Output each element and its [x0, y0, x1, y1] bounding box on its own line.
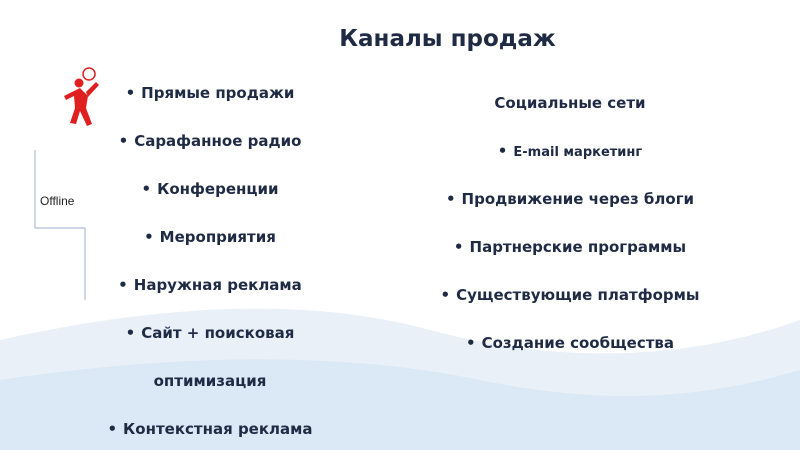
offline-label: Offline: [40, 194, 75, 208]
list-item: • Сарафанное радио: [118, 132, 302, 150]
list-item: • Продвижение через блоги: [445, 190, 695, 208]
list-item: • Контекстная реклама: [107, 420, 313, 438]
list-item: • Прямые продажи: [125, 84, 295, 102]
list-item: • Партнерские программы: [453, 238, 687, 256]
list-item: • Конференции: [141, 180, 279, 198]
list-item: • Сайт + поисковая: [125, 324, 295, 342]
list-item: • Создание сообщества: [465, 334, 675, 352]
list-item-continuation: оптимизация: [153, 372, 267, 390]
list-item: • Наружная реклама: [118, 276, 302, 294]
list-heading: Социальные сети: [494, 94, 646, 112]
offline-channels-list: [90, 0, 330, 450]
slide-title: Каналы продаж: [339, 26, 556, 52]
list-item: • E-mail маркетинг: [497, 142, 643, 160]
list-item: • Существующие платформы: [440, 286, 700, 304]
online-channels-list: [410, 0, 730, 450]
list-item: • Мероприятия: [144, 228, 276, 246]
